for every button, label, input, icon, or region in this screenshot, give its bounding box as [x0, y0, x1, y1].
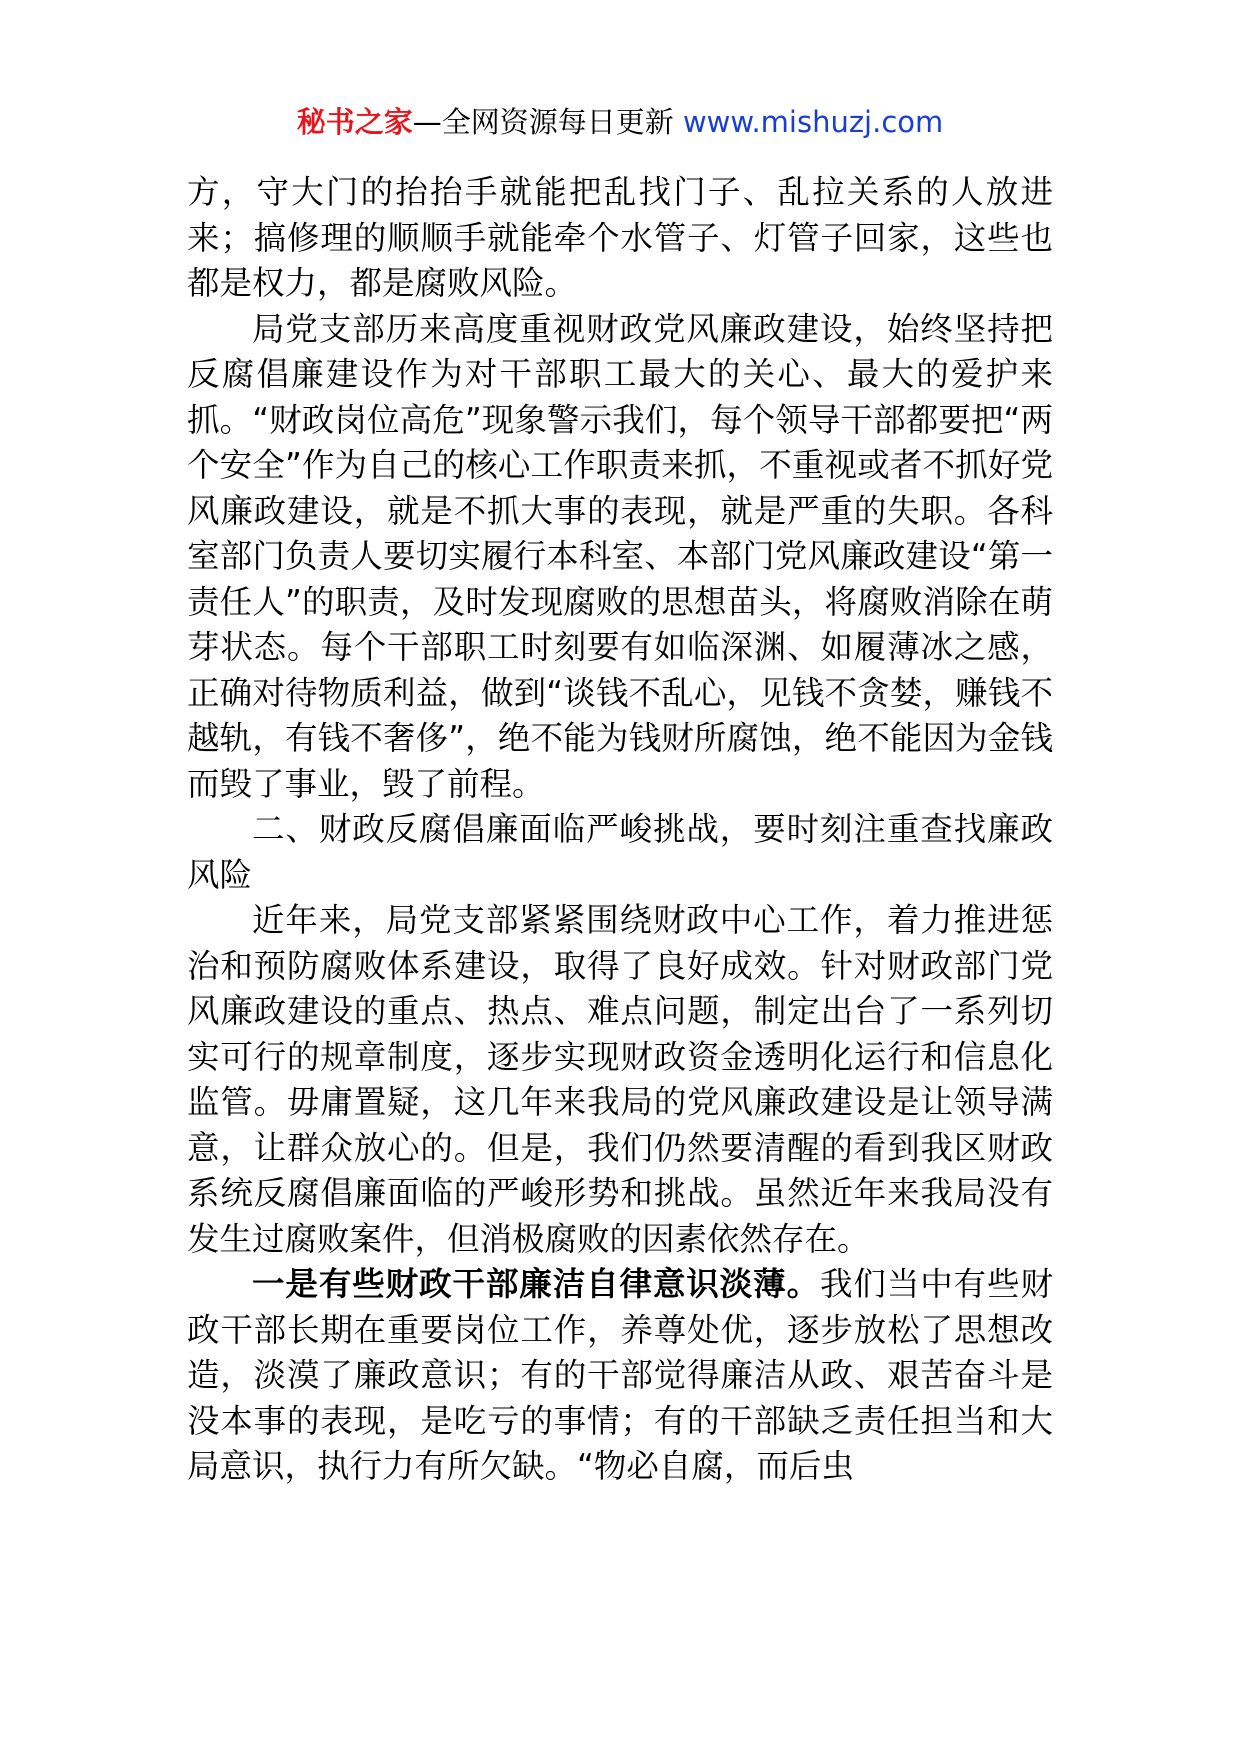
- document-body: [187, 170, 1053, 1490]
- page-header: [0, 100, 1240, 144]
- paragraph-party-branch: 局党支部历来高度重视财政党风廉政建设，始终坚持把反腐倡廉建设作为对干部职工最大的关心、最大的爱护来抓。“财政岗位高危”现象警示我们，每个领导干部都要把“两个安全”作为自己的核心工作职责来抓，不重视或者不抓好党风廉政建设，就是不抓大事的表现，就是严重的失职。各科室部门负责人要切实履行本科室、本部门党风廉政建设“第一责任人”的职责，及时发现腐败的思想苗头，将腐败消除在萌芽状态。每个干部职工时刻要有如临深渊、如履薄冰之感，正确对待物质利益，做到“谈钱不乱心，见钱不贪婪，赚钱不越轨，有钱不奢侈”，绝不能为钱财所腐蚀，绝不能因为金钱而毁了事业，毁了前程。: [187, 309, 1053, 803]
- section-heading-2: 二、财政反腐倡廉面临严峻挑战，要时刻注重查找廉政风险: [187, 810, 1053, 894]
- paragraph-recent-years: 近年来，局党支部紧紧围绕财政中心工作，着力推进惩治和预防腐败体系建设，取得了良好成效。针对财政部门党风廉政建设的重点、热点、难点问题，制定出台了一系列切实可行的规章制度，逐步实现财政资金透明化运行和信息化监管。毋庸置疑，这几年来我局的党风廉政建设是让领导满意，让群众放心的。但是，我们仍然要清醒的看到我区财政系统反腐倡廉面临的严峻形势和挑战。虽然近年来我局没有发生过腐败案件，但消极腐败的因素依然存在。: [187, 901, 1053, 1258]
- paragraph-continued: 方，守大门的抬抬手就能把乱找门子、乱拉关系的人放进来；搞修理的顺顺手就能牵个水管子、灯管子回家，这些也都是权力，都是腐败风险。: [187, 173, 1053, 302]
- point-one-lead: 一是有些财政干部廉洁自律意识淡薄。: [252, 1265, 820, 1303]
- paragraph-point-one: [187, 1262, 1053, 1490]
- site-url-link[interactable]: www.mishuzj.com: [682, 105, 944, 139]
- point-one-text: 我们当中有些财政干部长期在重要岗位工作，养尊处优，逐步放松了思想改造，淡漠了廉政意识；有的干部觉得廉洁从政、艰苦奋斗是没本事的表现，是吃亏的事情；有的干部缺乏责任担当和大局意识，执行力有所欠缺。“物必自腐，而后虫: [187, 1265, 1053, 1485]
- brand-name: 秘书之家: [296, 105, 413, 139]
- header-tagline: —全网资源每日更新: [412, 105, 674, 139]
